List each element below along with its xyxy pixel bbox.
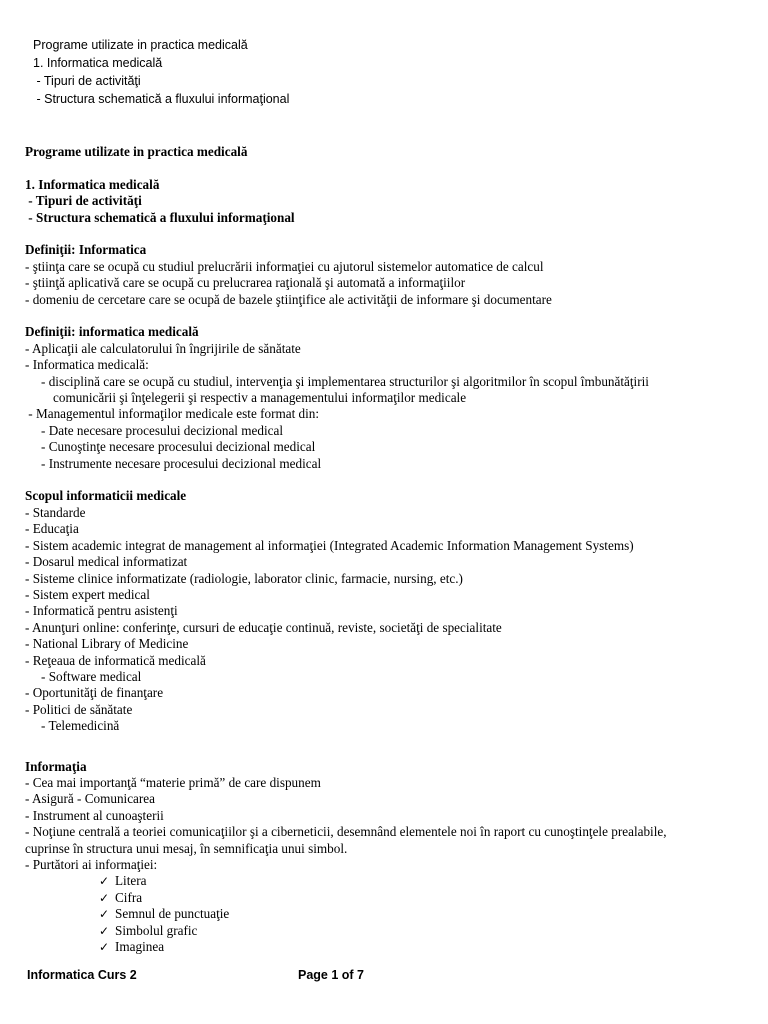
list-item: - National Library of Medicine	[25, 636, 189, 652]
list-item-continuation: comunicării şi înţelegerii şi respectiv a managementului informaţilor medicale	[53, 390, 467, 406]
list-item: - Managementul informaţilor medicale este format din:	[25, 406, 320, 422]
header-line: - Structura schematică a fluxului informaţional	[33, 92, 290, 106]
list-item: - Educaţia	[25, 521, 79, 537]
footer-course-label: Informatica Curs 2	[27, 968, 137, 982]
sub-list-item: - Telemedicină	[41, 718, 120, 734]
def-informatica-medicala-heading: Definiţii: informatica medicală	[25, 324, 199, 340]
doc-title: Programe utilizate in practica medicală	[25, 144, 248, 159]
scope-heading: Scopul informaticii medicale	[25, 488, 187, 504]
check-list-label: Litera	[115, 873, 147, 889]
list-item: - Anunţuri online: conferinţe, cursuri de educaţie continuă, reviste, societăţi de specialitate	[25, 619, 502, 635]
sub-list-item: - Date necesare procesului decizional medical	[41, 422, 284, 438]
list-item: - Aplicaţii ale calculatorului în îngrijirile de sănătate	[25, 340, 301, 356]
list-item: - Politici de sănătate	[25, 701, 133, 717]
list-item: - Sistem expert medical	[25, 586, 150, 602]
sub-list-item: - Software medical	[41, 668, 142, 684]
list-item: - disciplină care se ocupă cu studiul, intervenţia şi implementarea structurilor şi algoritmilor în scopul îmbunătăţirii	[41, 373, 649, 389]
header-line: - Tipuri de activităţi	[33, 74, 141, 88]
document-body	[25, 144, 745, 955]
header-outline	[33, 36, 289, 108]
list-item: - Standarde	[25, 504, 86, 520]
checkmark-icon: ✓	[99, 923, 110, 938]
list-item: - domeniu de cercetare care se ocupă de bazele ştiinţifice ale activităţii de informare şi documentare	[25, 291, 552, 307]
check-list-item	[25, 939, 745, 955]
check-list-item	[25, 923, 745, 939]
list-item: - Sistem academic integrat de management al informaţiei (Integrated Academic Information Management Systems)	[25, 537, 634, 553]
section-title: 1. Informatica medicală	[25, 176, 160, 192]
checkmark-icon: ✓	[99, 940, 110, 955]
list-item-continuation: cuprinse în structura unui mesaj, în semnificaţia unui simbol.	[25, 840, 348, 856]
sub-list-item: - Instrumente necesare procesului decizional medical	[41, 455, 322, 471]
header-line: Programe utilizate in practica medicală	[33, 38, 248, 52]
list-item: - Cea mai importanţă “materie primă” de care dispunem	[25, 774, 321, 790]
list-item: - Informatica medicală:	[25, 357, 149, 373]
list-item: - Instrument al cunoaşterii	[25, 807, 164, 823]
list-item: - ştiinţă aplicativă care se ocupă cu prelucrarea raţională şi automată a informaţiilor	[25, 275, 466, 291]
check-list-label: Semnul de punctuaţie	[115, 906, 230, 922]
check-list-item	[25, 873, 745, 889]
list-item: - Dosarul medical informatizat	[25, 554, 188, 570]
page-number: Page 1 of 7	[298, 968, 364, 982]
check-list-label: Imaginea	[115, 939, 165, 955]
check-list-item	[25, 906, 745, 922]
check-list-label: Simbolul grafic	[115, 922, 198, 938]
check-list-item	[25, 890, 745, 906]
list-item: - Noţiune centrală a teoriei comunicaţiilor şi a ciberneticii, desemnând elementele noi în raport cu cunoştinţele prealabile,	[25, 824, 667, 840]
list-item: - Oportunităţi de finanţare	[25, 685, 164, 701]
list-item: - Purtători ai informaţiei:	[25, 857, 158, 872]
checkmark-icon: ✓	[99, 890, 110, 905]
def-informatica-heading: Definiţii: Informatica	[25, 242, 147, 258]
list-item: - Informatică pentru asistenţi	[25, 603, 178, 619]
checkmark-icon: ✓	[99, 907, 110, 922]
list-item: - Asigură - Comunicarea	[25, 791, 156, 807]
checkmark-icon: ✓	[99, 874, 110, 889]
section-subtitle: - Tipuri de activităţi	[25, 193, 142, 209]
check-list-label: Cifra	[115, 889, 143, 905]
list-item: - Sisteme clinice informatizate (radiologie, laborator clinic, farmacie, nursing, etc.)	[25, 570, 463, 586]
info-heading: Informaţia	[25, 758, 87, 774]
sub-list-item: - Cunoştinţe necesare procesului decizional medical	[41, 439, 316, 455]
section-subtitle: - Structura schematică a fluxului informaţional	[25, 209, 295, 225]
list-item: - ştiinţa care se ocupă cu studiul prelucrării informaţiei cu ajutorul sistemelor automatice de calcul	[25, 258, 544, 274]
list-item: - Reţeaua de informatică medicală	[25, 652, 206, 668]
header-line: 1. Informatica medicală	[33, 56, 163, 70]
